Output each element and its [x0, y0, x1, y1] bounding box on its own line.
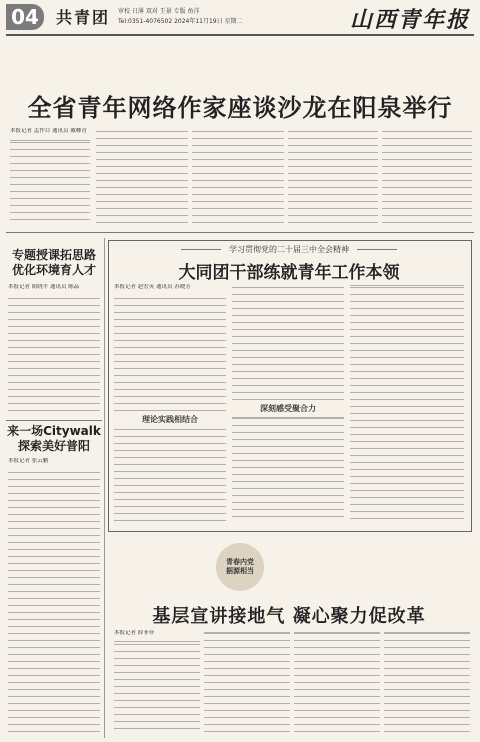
- bottom-column-2: [204, 630, 290, 736]
- feature-column-1-text-a: [114, 295, 226, 413]
- citywalk-story-title: [6, 424, 102, 454]
- policy-title-line-2: 优化环境育人才: [11, 263, 96, 277]
- lead-column-2: [96, 128, 188, 226]
- section-badge: [216, 543, 264, 591]
- lead-column-4: [288, 128, 378, 226]
- feature-column-1: [114, 284, 226, 524]
- policy-text-lines: [8, 295, 100, 413]
- policy-title-line-1: 专题授课拓思路: [11, 248, 96, 262]
- lead-column-3: [192, 128, 284, 226]
- editor-line: 审校 日薄 双对 王景 专版 鱼洋: [118, 8, 200, 15]
- feature-subhead-1: 理论实践相结合: [142, 415, 198, 424]
- feature-column-3: [350, 284, 464, 524]
- feature-banner: 学习贯彻党的二十届三中全会精神: [108, 244, 470, 255]
- page-number: 04: [6, 4, 44, 30]
- feature-column-1-text-b: [114, 426, 226, 522]
- bottom-column-1-text-lines: [114, 641, 200, 735]
- citywalk-title-line-2: 探索美好普阳: [17, 439, 90, 453]
- citywalk-story-body: [8, 458, 100, 736]
- badge-line-1: 青春内党: [226, 558, 254, 566]
- feature-column-2-text-b: [232, 415, 344, 521]
- newspaper-brand-logo: 山西青年报: [349, 7, 470, 33]
- feature-subhead-2: 深刻感受聚合力: [260, 404, 316, 413]
- bottom-headline: 基层宣讲接地气 凝心聚力促改革: [152, 606, 426, 627]
- policy-story-body: [8, 284, 100, 414]
- policy-byline: 本报记者 隋晓平 通讯员 陈品: [8, 284, 80, 290]
- lead-column-1: [10, 128, 90, 226]
- feature-column-2: [232, 284, 344, 524]
- contact-line: Tel:0351-4076502 2024年11月19日 星期二: [118, 18, 243, 25]
- lead-column-5: [382, 128, 472, 226]
- feature-column-2-text-a: [232, 284, 344, 402]
- bottom-column-3: [294, 630, 380, 736]
- left-column-vertical-rule: [104, 238, 105, 738]
- citywalk-title-line-1: 来一场Citywalk: [7, 424, 101, 438]
- left-column-divider: [6, 420, 102, 421]
- section-name: 共青团: [56, 8, 111, 27]
- bottom-column-4: [384, 630, 470, 736]
- lead-byline: 本报记者 孟作目 通讯员 戴卿青: [10, 128, 87, 134]
- bottom-byline: 本报记者 薛菲菲: [114, 630, 155, 636]
- masthead: [0, 0, 480, 40]
- lead-column-1-text-lines: [10, 139, 90, 225]
- policy-story-title: [6, 248, 102, 278]
- badge-line-2: 据源相当: [226, 567, 254, 575]
- masthead-rule: [6, 34, 474, 36]
- bottom-column-1: [114, 630, 200, 736]
- citywalk-text-lines: [8, 469, 100, 735]
- feature-title: 大同团干部练就青年工作本领: [178, 263, 400, 283]
- citywalk-byline: 本报记者 张云鹏: [8, 458, 49, 464]
- feature-byline: 本报记者 赵宏英 通讯员 苏晓芳: [114, 284, 191, 290]
- lead-headline: 全省青年网络作家座谈沙龙在阳泉举行: [27, 94, 453, 122]
- lead-bottom-rule: [6, 232, 474, 233]
